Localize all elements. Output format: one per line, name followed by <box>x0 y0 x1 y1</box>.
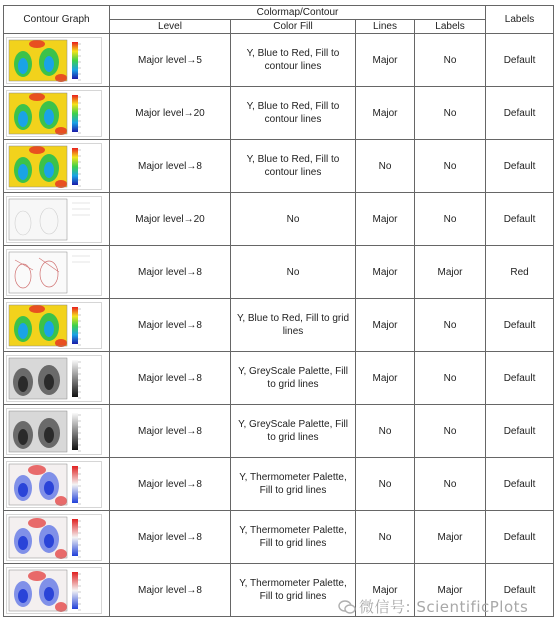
label-style-cell: Default <box>486 140 554 193</box>
contour-plot-image <box>6 567 102 614</box>
lines-cell: Major <box>356 34 415 87</box>
contour-graph-thumbnail <box>4 140 110 193</box>
table-row <box>4 34 554 87</box>
table-row <box>4 405 554 458</box>
level-cell: Major level→5 <box>110 34 231 87</box>
level-cell: Major level→8 <box>110 246 231 299</box>
level-cell: Major level→20 <box>110 87 231 140</box>
header-labels-group: Labels <box>486 6 554 34</box>
contour-plot-image <box>6 408 102 455</box>
table-row <box>4 299 554 352</box>
lines-cell: Major <box>356 299 415 352</box>
level-cell: Major level→8 <box>110 140 231 193</box>
contour-plot-image <box>6 90 102 137</box>
lines-cell: Major <box>356 246 415 299</box>
level-cell: Major level→8 <box>110 405 231 458</box>
color-fill-cell: No <box>231 246 356 299</box>
labels-cell: Major <box>415 511 486 564</box>
labels-cell: No <box>415 352 486 405</box>
contour-graph-thumbnail <box>4 299 110 352</box>
labels-cell: No <box>415 140 486 193</box>
header-lines: Lines <box>356 20 415 34</box>
contour-graph-thumbnail <box>4 564 110 617</box>
contour-plot-image <box>6 196 102 243</box>
contour-graph-thumbnail <box>4 405 110 458</box>
wechat-icon <box>338 600 356 614</box>
color-fill-cell: Y, Blue to Red, Fill to contour lines <box>231 34 356 87</box>
label-style-cell: Default <box>486 299 554 352</box>
labels-cell: No <box>415 405 486 458</box>
lines-cell: Major <box>356 352 415 405</box>
header-level: Level <box>110 20 231 34</box>
contour-settings-table <box>3 5 554 617</box>
watermark-text: 微信号: ScientificPlots <box>359 598 529 616</box>
label-style-cell: Default <box>486 511 554 564</box>
level-cell: Major level→8 <box>110 511 231 564</box>
header-color-fill: Color Fill <box>231 20 356 34</box>
table-row <box>4 458 554 511</box>
level-cell: Major level→8 <box>110 299 231 352</box>
level-cell: Major level→8 <box>110 564 231 617</box>
label-style-cell: Red <box>486 246 554 299</box>
labels-cell: No <box>415 87 486 140</box>
contour-plot-image <box>6 143 102 190</box>
color-fill-cell: Y, Thermometer Palette, Fill to grid lines <box>231 511 356 564</box>
lines-cell: Major <box>356 193 415 246</box>
contour-graph-thumbnail <box>4 193 110 246</box>
table-row <box>4 511 554 564</box>
label-style-cell: Default <box>486 405 554 458</box>
color-fill-cell: Y, Blue to Red, Fill to contour lines <box>231 87 356 140</box>
table-row <box>4 193 554 246</box>
lines-cell: Major <box>356 564 415 617</box>
header-colormap-contour: Colormap/Contour <box>110 6 486 20</box>
label-style-cell: Default <box>486 458 554 511</box>
table-row <box>4 140 554 193</box>
label-style-cell: Default <box>486 193 554 246</box>
labels-cell: No <box>415 299 486 352</box>
contour-plot-image <box>6 514 102 561</box>
labels-cell: No <box>415 458 486 511</box>
level-cell: Major level→8 <box>110 458 231 511</box>
label-style-cell: Default <box>486 564 554 617</box>
color-fill-cell: Y, Blue to Red, Fill to contour lines <box>231 140 356 193</box>
contour-graph-thumbnail <box>4 87 110 140</box>
contour-graph-thumbnail <box>4 246 110 299</box>
lines-cell: No <box>356 140 415 193</box>
contour-graph-thumbnail <box>4 352 110 405</box>
label-style-cell: Default <box>486 87 554 140</box>
contour-plot-image <box>6 37 102 84</box>
labels-cell: No <box>415 34 486 87</box>
label-style-cell: Default <box>486 34 554 87</box>
contour-graph-thumbnail <box>4 458 110 511</box>
header-labels: Labels <box>415 20 486 34</box>
table-row <box>4 246 554 299</box>
contour-graph-thumbnail <box>4 34 110 87</box>
color-fill-cell: Y, Blue to Red, Fill to grid lines <box>231 299 356 352</box>
contour-graph-thumbnail <box>4 511 110 564</box>
labels-cell: No <box>415 193 486 246</box>
contour-plot-image <box>6 302 102 349</box>
labels-cell: Major <box>415 564 486 617</box>
level-cell: Major level→20 <box>110 193 231 246</box>
lines-cell: Major <box>356 87 415 140</box>
color-fill-cell: Y, Thermometer Palette, Fill to grid lines <box>231 458 356 511</box>
color-fill-cell: Y, GreyScale Palette, Fill to grid lines <box>231 352 356 405</box>
table-row <box>4 352 554 405</box>
labels-cell: Major <box>415 246 486 299</box>
lines-cell: No <box>356 405 415 458</box>
watermark <box>338 596 528 617</box>
contour-plot-image <box>6 249 102 296</box>
lines-cell: No <box>356 511 415 564</box>
color-fill-cell: No <box>231 193 356 246</box>
lines-cell: No <box>356 458 415 511</box>
header-contour-graph: Contour Graph <box>4 6 110 34</box>
level-cell: Major level→8 <box>110 352 231 405</box>
color-fill-cell: Y, Thermometer Palette, Fill to grid lines <box>231 564 356 617</box>
contour-plot-image <box>6 355 102 402</box>
table-row <box>4 87 554 140</box>
label-style-cell: Default <box>486 352 554 405</box>
color-fill-cell: Y, GreyScale Palette, Fill to grid lines <box>231 405 356 458</box>
contour-plot-image <box>6 461 102 508</box>
